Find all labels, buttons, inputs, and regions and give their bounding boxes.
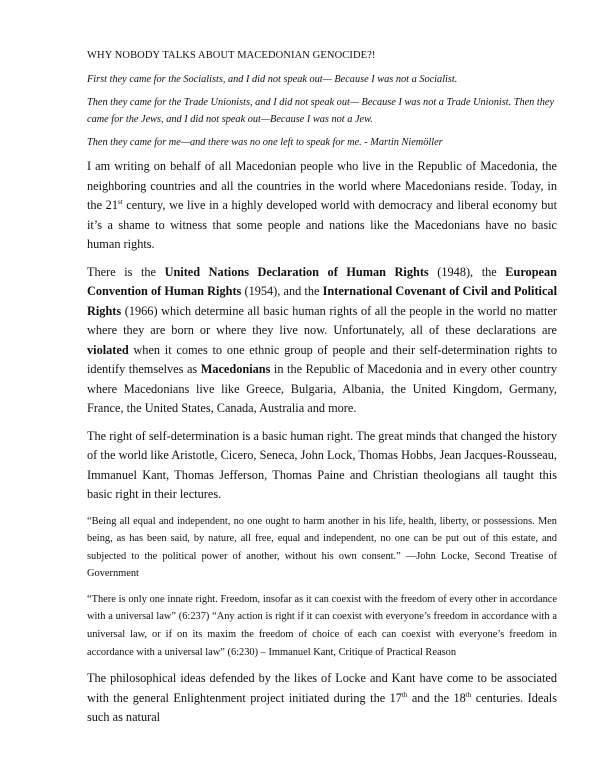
poem-line-1: First they came for the Socialists, and I did not speak out— Because I was not a Socialist.	[87, 74, 458, 85]
locke-quote: “Being all equal and independent, no one ought to harm another in his life, health, liberty, or possessions. Men being, as has been said, by nature, all free, equal and independent, no one can be put out of this estate, and subjected to the political power of another, without his own consent.” —John Locke, Second Treatise of Government	[87, 515, 557, 580]
intro-sup: st	[117, 198, 123, 206]
self-determination-paragraph: The right of self-determination is a basic human right. The great minds that changed the history of the world like Aristotle, Cicero, Seneca, John Lock, Thomas Hobbs, Jean Jacques-Rousseau, Immanuel Kant, Thomas Jefferson, Thomas Paine and Christian theologians all taught this basic right in their lectures.	[87, 428, 557, 501]
enl-sup-1: th	[401, 690, 408, 699]
enl-text-2: and the 18	[407, 690, 466, 705]
enl-text-3: centuries. Ideals such as natural	[87, 690, 558, 725]
intro-text-a: I am writing on behalf of all Macedonian people who live in the Republic of Macedonia, the neighboring countries and all the countries in the world where Macedonians reside. Today, in the 21	[87, 159, 557, 212]
poem-line-3: Then they came for me—and there was no one left to speak for me. - Martin Niemöller	[87, 137, 443, 148]
document-title: WHY NOBODY TALKS ABOUT MACEDONIAN GENOCIDE?!	[87, 50, 376, 61]
decl-text-4: (1966) which determine all basic human rights of all the people in the world no matter where they are born or where they live now. Unfortunately, all of these declarations are	[87, 303, 557, 337]
decl-text-5: when it comes to one ethnic group of people and their self-determination rights to identify themselves as	[87, 342, 557, 376]
decl-text-1: There is the	[87, 264, 165, 279]
decl-bold-violated: violated	[87, 342, 129, 357]
decl-bold-echr: European Convention of Human Rights	[87, 264, 557, 298]
poem-line-2: Then they came for the Trade Unionists, and I did not speak out— Because I was not a Trade Unionist. Then they came for the Jews, and I did not speak out—Because I was not a Jew.	[87, 97, 555, 125]
enlightenment-paragraph	[87, 669, 557, 728]
decl-text-6: in the Republic of Macedonia and in every other country where Macedonians live like Greece, Bulgaria, Albania, the United Kingdom, Germany, France, the United States, Canada, Australia and more.	[87, 362, 557, 415]
intro-paragraph	[87, 157, 557, 255]
decl-text-2: (1948), the	[428, 264, 506, 279]
decl-bold-iccpr: International Covenant of Civil and Political Rights	[87, 284, 557, 318]
kant-quote: “There is only one innate right. Freedom, insofar as it can coexist with the freedom of every other in accordance with a universal law” (6:237) “Any action is right if it can coexist with everyone’s freedom in accordance with a universal law, or if on its maxim the freedom of choice of each can coexist with everyone’s freedom in accordance with a universal law” (6:230) – Immanuel Kant, Critique of Practical Reason	[87, 593, 557, 658]
decl-text-3: (1954), and the	[241, 284, 323, 298]
intro-text-b: century, we live in a highly developed world with democracy and liberal economy but it’s a shame to witness that some people and nations like the Macedonians have no basic human rights.	[87, 198, 557, 251]
enl-text-1: The philosophical ideas defended by the likes of Locke and Kant have come to be associated with the general Enlightenment project initiated during the 17	[87, 671, 557, 705]
decl-bold-macedonians: Macedonians	[200, 362, 271, 376]
declarations-paragraph	[87, 263, 557, 419]
decl-bold-un: United Nations Declaration of Human Rights	[164, 264, 429, 279]
enl-sup-2: th	[465, 690, 472, 699]
